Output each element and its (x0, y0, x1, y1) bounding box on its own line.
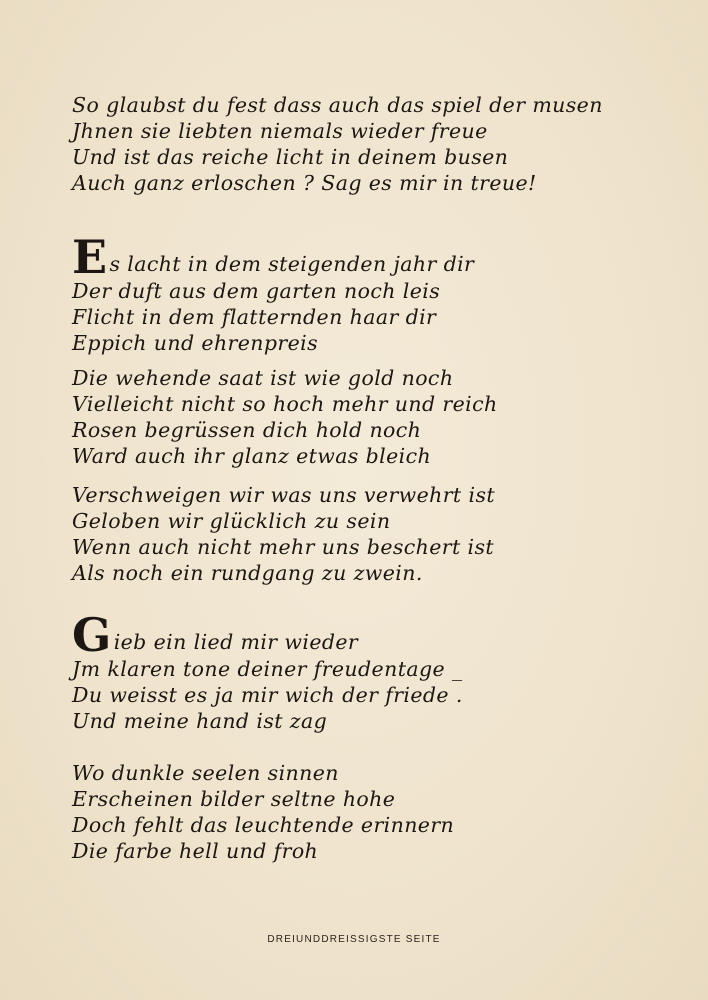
poem-line: Vielleicht nicht so hoch mehr und reich (72, 392, 498, 416)
poem-line: Als noch ein rundgang zu zwein. (72, 561, 423, 585)
poem-line: Und meine hand ist zag (72, 709, 328, 733)
stanza-6 (72, 760, 454, 864)
drop-initial: G (72, 608, 112, 662)
poem-line: Jhnen sie liebten niemals wieder freue (72, 119, 488, 143)
poem-line: Wo dunkle seelen sinnen (72, 761, 339, 785)
poem-line-rest: s lacht in dem steigenden jahr dir (109, 252, 475, 276)
poem-line: Der duft aus dem garten noch leis (72, 279, 441, 303)
poem-line-with-initial (72, 608, 463, 662)
drop-initial: E (72, 230, 108, 284)
poem-line-with-initial (72, 230, 475, 284)
stanza-3 (72, 365, 498, 469)
poem-line: Geloben wir glücklich zu sein (72, 509, 391, 533)
poem-line: Und ist das reiche licht in deinem busen (72, 145, 509, 169)
poem-line: Auch ganz erloschen ? Sag es mir in treue! (72, 171, 537, 195)
poem-line: Du weisst es ja mir wich der friede . (72, 683, 463, 707)
poem-line: Doch fehlt das leuchtende erinnern (72, 813, 455, 837)
poem-line: Erscheinen bilder seltne hohe (72, 787, 396, 811)
stanza-2 (72, 230, 475, 356)
page-number-label: DREIUNDDREISSIGSTE SEITE (267, 934, 441, 945)
poem-line: Wenn auch nicht mehr uns beschert ist (72, 535, 495, 559)
stanza-1 (72, 92, 603, 196)
poem-line: Flicht in dem flatternden haar dir (72, 305, 437, 329)
poem-line: Verschweigen wir was uns verwehrt ist (72, 483, 495, 507)
poem-line: Eppich und ehrenpreis (72, 331, 319, 355)
poem-line: Rosen begrüssen dich hold noch (72, 418, 422, 442)
poem-line: Ward auch ihr glanz etwas bleich (72, 444, 432, 468)
poem-line: So glaubst du fest dass auch das spiel der musen (72, 93, 603, 117)
stanza-4 (72, 482, 495, 586)
stanza-5 (72, 608, 463, 734)
poem-line: Jm klaren tone deiner freudentage _ (72, 657, 463, 681)
poem-line-rest: ieb ein lied mir wieder (113, 630, 359, 654)
poem-line: Die farbe hell und froh (72, 839, 319, 863)
poem-line: Die wehende saat ist wie gold noch (72, 366, 454, 390)
